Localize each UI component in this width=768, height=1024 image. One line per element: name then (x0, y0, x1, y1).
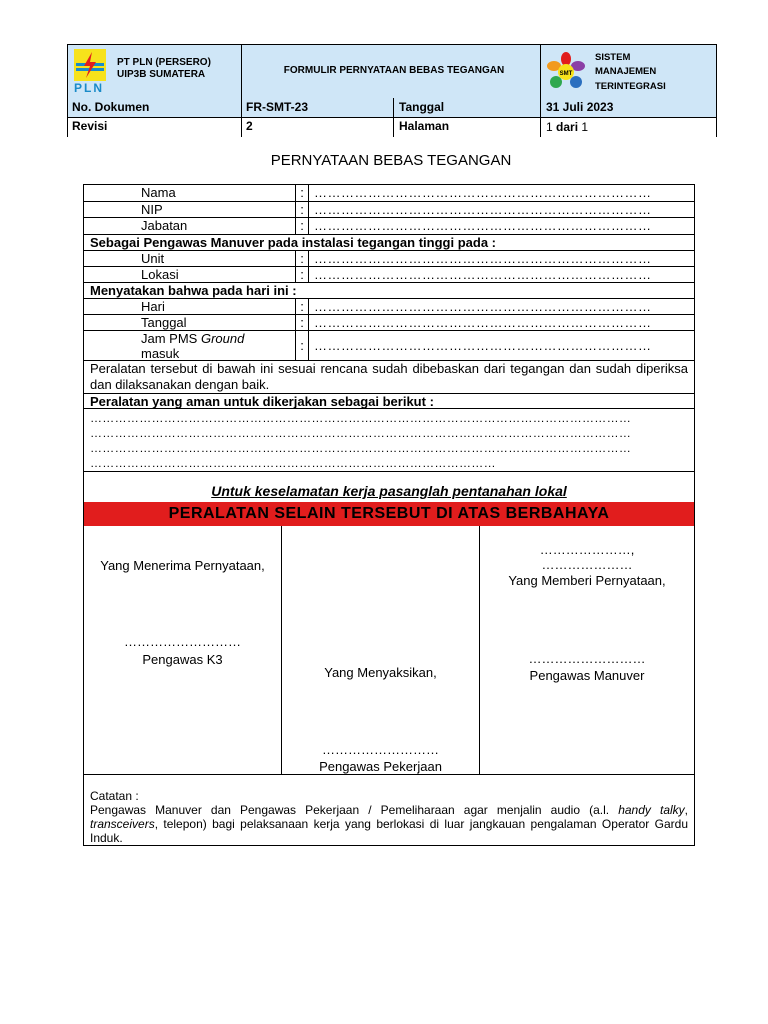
field-row-nip (84, 202, 694, 218)
release-paragraph: Peralatan tersebut di bawah ini sesuai rencana sudah dibebaskan dari tegangan dan sudah diperiksa dan dilaksanakan dengan baik. (90, 361, 688, 392)
doc-no-value: FR-SMT-23 (246, 100, 309, 114)
witness-role: Pengawas Pekerjaan (319, 759, 442, 774)
notes-text (90, 803, 688, 845)
field-input-jabatan[interactable]: ………………………………………………………………… (314, 218, 652, 233)
notes-section (84, 775, 694, 845)
smt-logo-icon (545, 51, 587, 93)
receiver-label: Yang Menerima Pernyataan, (100, 558, 265, 573)
notes-text-transceivers: transceivers (90, 817, 155, 831)
pln-logo-icon (74, 49, 106, 81)
header-top-row (68, 45, 716, 99)
field-row-tanggal (84, 315, 694, 331)
field-input-unit[interactable]: ………………………………………………………………… (314, 251, 652, 266)
page-total: 1 (581, 120, 589, 134)
grounding-note-row (84, 472, 694, 502)
notes-label: Catatan : (90, 789, 139, 803)
notes-text-c: , (684, 803, 688, 817)
field-input-nip[interactable]: ………………………………………………………………… (314, 202, 652, 217)
company-name: PT PLN (PERSERO) (117, 57, 211, 68)
equipment-line-3[interactable]: …………………………………………………………………………………………………………………… (90, 441, 632, 455)
notes-text-e: , telepon) bagi pelaksanaan kerja yang berlokasi di luar jangkauan pengalaman Operator Gardu Induk. (90, 817, 688, 845)
system-line1: SISTEM (595, 52, 631, 63)
witness-signature-box (282, 526, 480, 774)
document-header (67, 44, 717, 137)
field-label-lokasi: Lokasi (141, 267, 179, 282)
field-colon: : (295, 315, 309, 330)
statement-form (83, 184, 695, 846)
field-row-lokasi (84, 267, 694, 283)
equipment-line-2[interactable]: …………………………………………………………………………………………………………………… (90, 426, 632, 440)
smt-badge-text: SMT (559, 71, 573, 77)
system-line3: TERINTEGRASI (595, 81, 666, 92)
equipment-list-area (84, 409, 694, 472)
field-row-hari (84, 299, 694, 315)
header-doc-row (68, 98, 716, 118)
field-row-unit (84, 251, 694, 267)
form-title: FORMULIR PERNYATAAN BEBAS TEGANGAN (283, 65, 505, 76)
field-colon: : (295, 218, 309, 234)
header-revision-row (68, 118, 716, 137)
field-colon: : (295, 331, 309, 360)
witness-signature-line[interactable]: ……………………… (322, 742, 439, 757)
equipment-line-4[interactable]: ……………………………………………………………………………………… (90, 456, 496, 470)
field-colon: : (295, 202, 309, 217)
page-label: Halaman (399, 119, 450, 133)
giver-date[interactable]: ………………… (541, 557, 633, 572)
grounding-note: Untuk keselamatan kerja pasanglah pentanahan lokal (211, 483, 567, 499)
field-label-hari: Hari (141, 299, 165, 314)
section-safe-row (84, 394, 694, 409)
field-colon: : (295, 299, 309, 314)
section-safe-heading: Peralatan yang aman untuk dikerjakan sebagai berikut : (90, 394, 434, 409)
page-title: PERNYATAAN BEBAS TEGANGAN (270, 152, 512, 169)
field-label-jam-pms-a: Jam PMS (141, 331, 201, 346)
equipment-line-1[interactable]: …………………………………………………………………………………………………………………… (90, 411, 632, 425)
pln-logo-text: PLN (74, 81, 104, 95)
field-label-tanggal: Tanggal (141, 315, 187, 330)
notes-text-handy-talky: handy talky (618, 803, 685, 817)
field-label-nip: NIP (141, 202, 163, 217)
section-day-heading: Menyatakan bahwa pada hari ini : (90, 283, 297, 298)
section-manuver-heading: Sebagai Pengawas Manuver pada instalasi tegangan tinggi pada : (90, 235, 496, 250)
field-input-tanggal[interactable]: ………………………………………………………………… (314, 315, 652, 330)
giver-role: Pengawas Manuver (529, 668, 645, 683)
paragraph-row (84, 361, 694, 394)
doc-no-label: No. Dokumen (72, 100, 150, 114)
field-label-jam-pms (141, 331, 244, 361)
notes-text-a: Pengawas Manuver dan Pengawas Pekerjaan / Pemeliharaan agar menjalin audio (a.l. (90, 803, 619, 817)
section-manuver-row (84, 235, 694, 251)
section-day-row (84, 283, 694, 299)
receiver-signature-box (84, 526, 282, 774)
field-row-nama (84, 185, 694, 202)
date-value: 31 Juli 2023 (546, 100, 614, 114)
field-label-jabatan: Jabatan (141, 218, 188, 233)
system-line2: MANAJEMEN (595, 66, 657, 77)
field-colon: : (295, 267, 309, 282)
witness-label: Yang Menyaksikan, (324, 665, 437, 680)
giver-label: Yang Memberi Pernyataan, (508, 573, 666, 588)
page-number: 1 (546, 120, 553, 134)
field-row-jabatan (84, 218, 694, 235)
revision-value: 2 (246, 119, 253, 133)
field-input-lokasi[interactable]: ………………………………………………………………… (314, 267, 652, 282)
page-value (546, 120, 588, 134)
page-of: dari (556, 120, 579, 134)
revision-label: Revisi (72, 119, 108, 133)
giver-place[interactable]: …………………, (539, 542, 635, 557)
date-label: Tanggal (399, 100, 445, 114)
company-unit: UIP3B SUMATERA (117, 69, 206, 80)
field-colon: : (295, 251, 309, 266)
field-input-jam-pms[interactable]: ………………………………………………………………… (314, 338, 652, 353)
field-row-jam-pms (84, 331, 694, 361)
field-input-nama[interactable]: ………………………………………………………………… (314, 185, 652, 200)
receiver-signature-line[interactable]: ……………………… (124, 634, 241, 649)
field-colon: : (295, 185, 309, 201)
field-label-jam-pms-c: masuk (141, 346, 180, 361)
field-label-jam-pms-b: Ground (200, 331, 245, 346)
field-input-hari[interactable]: ………………………………………………………………… (314, 299, 652, 314)
receiver-role: Pengawas K3 (142, 652, 223, 667)
giver-signature-line[interactable]: ……………………… (528, 651, 646, 666)
field-label-unit: Unit (141, 251, 165, 266)
signature-section (84, 526, 694, 775)
danger-banner: PERALATAN SELAIN TERSEBUT DI ATAS BERBAHAYA (84, 502, 694, 526)
giver-signature-box (480, 526, 694, 774)
field-label-nama: Nama (141, 185, 176, 200)
